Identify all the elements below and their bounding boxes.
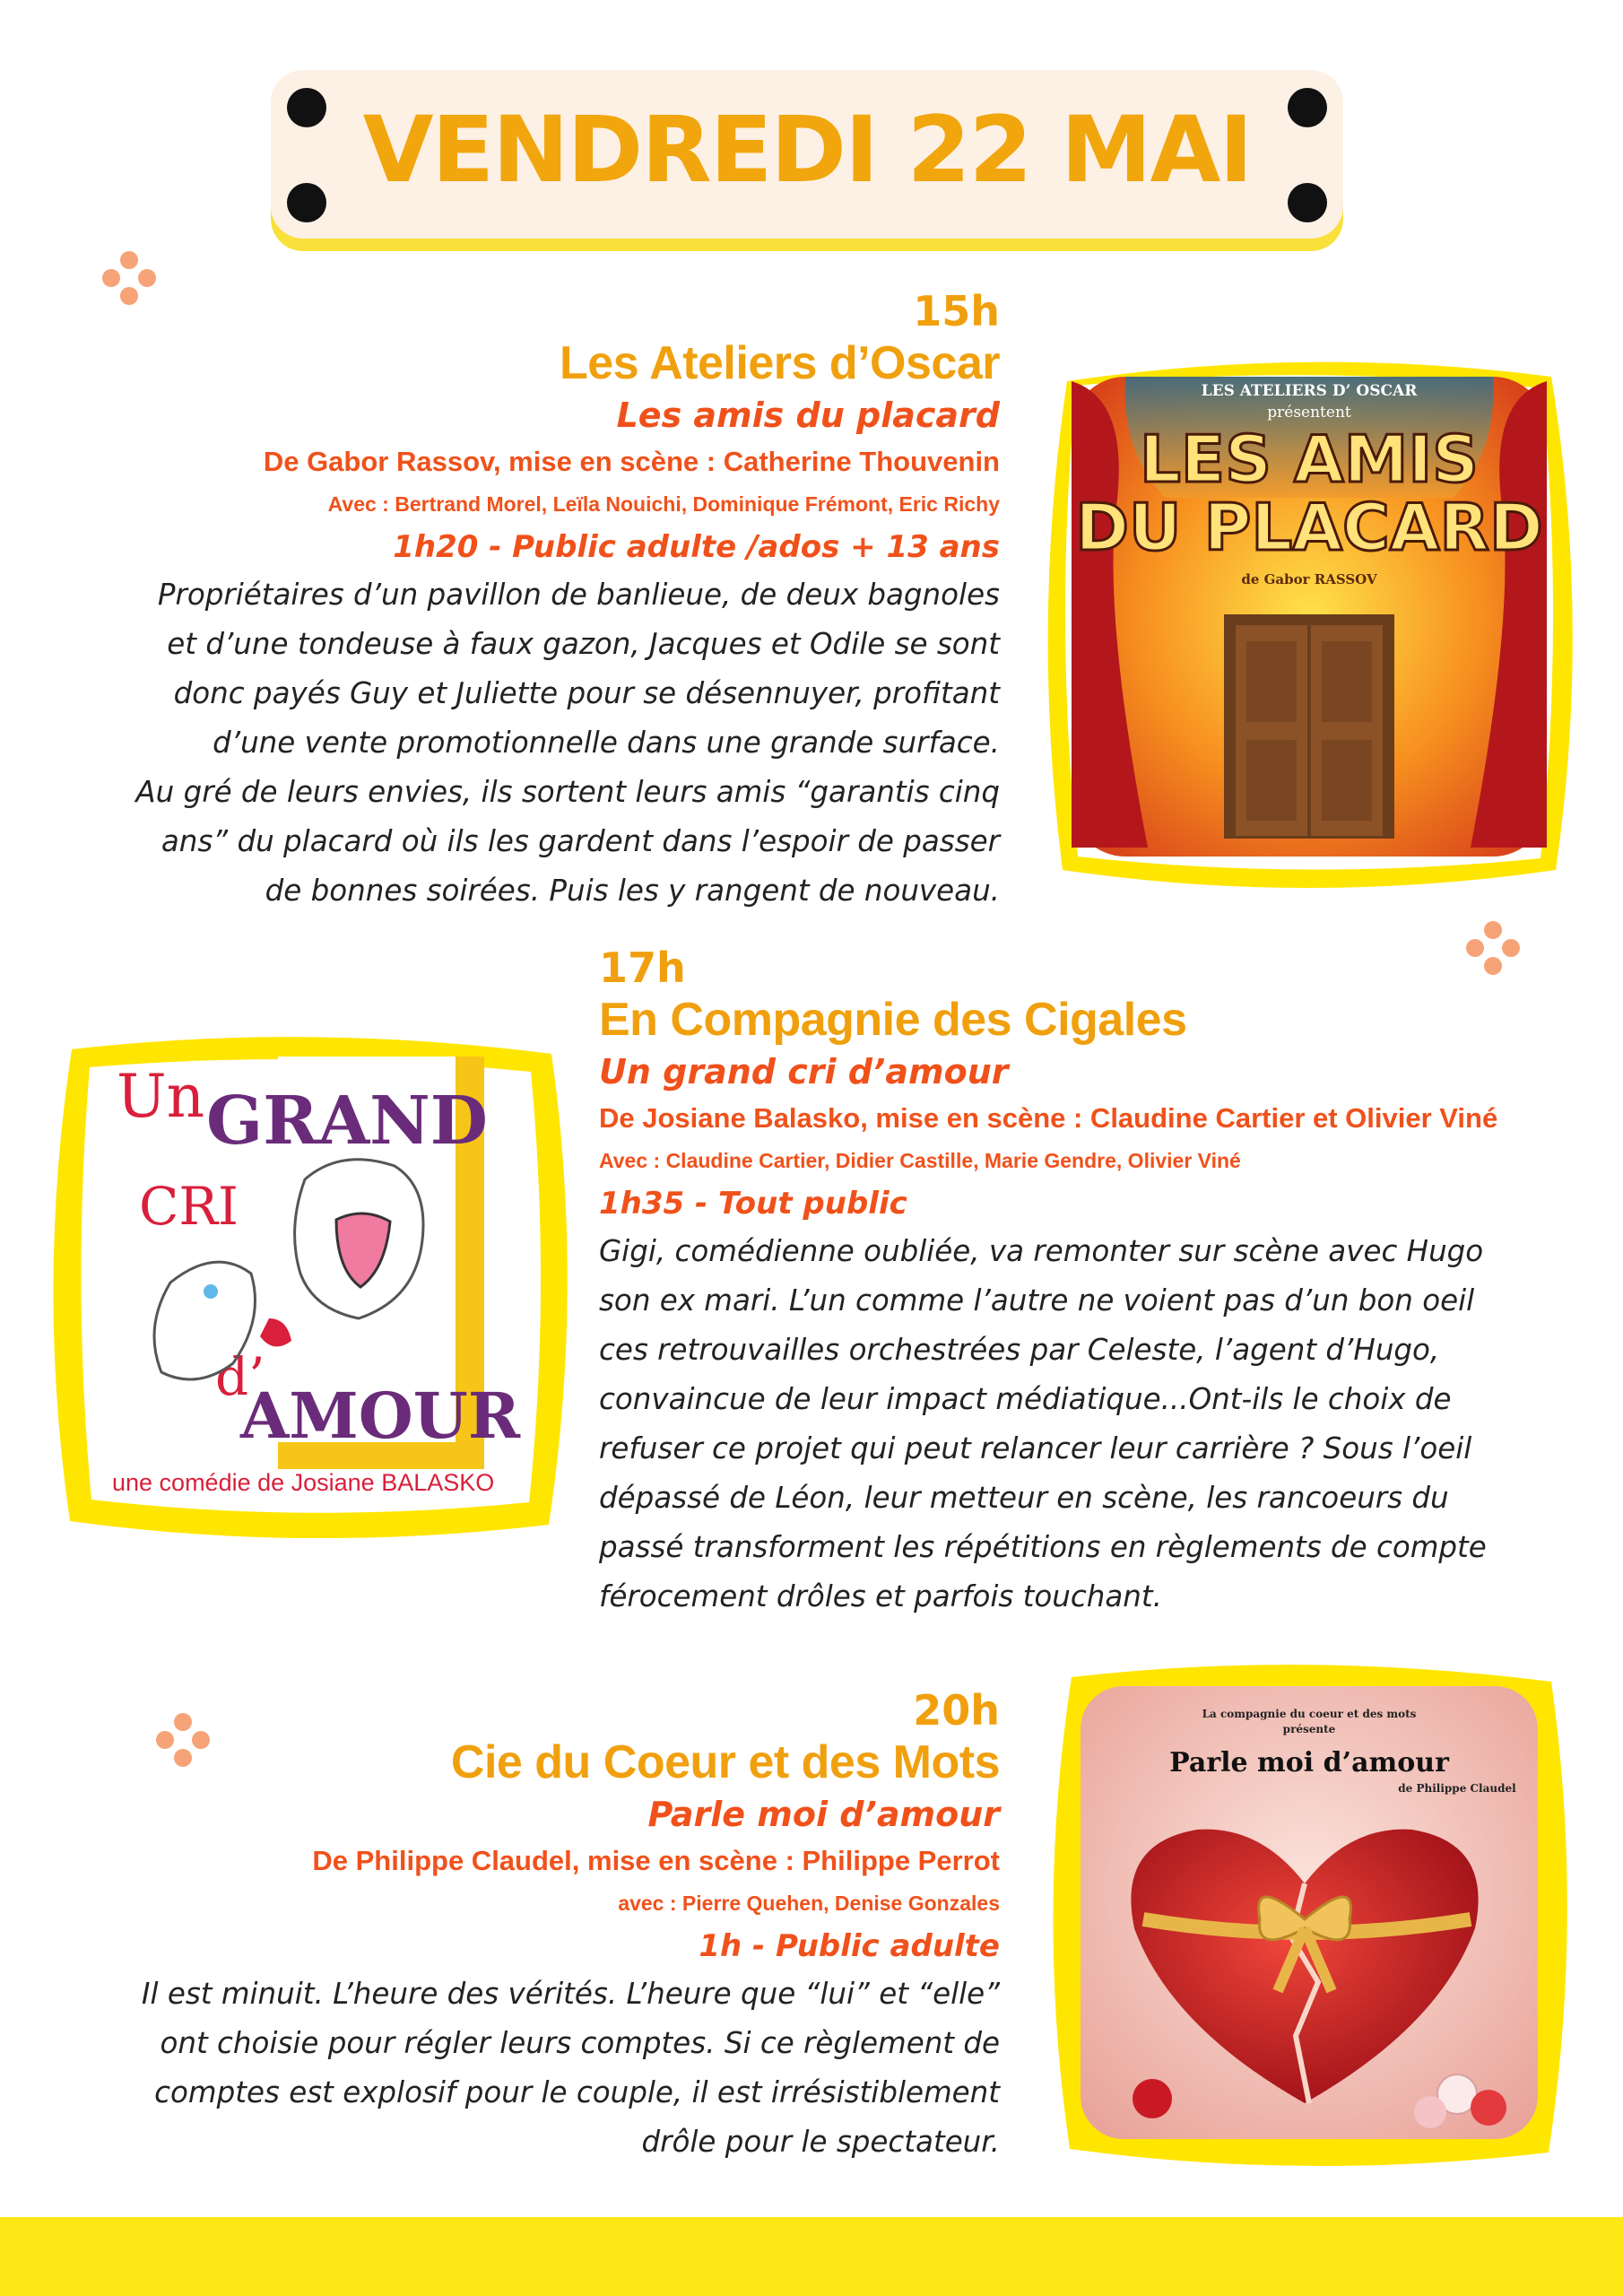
event-20h — [27, 1686, 1000, 2167]
svg-text:LES AMIS: LES AMIS — [1140, 422, 1479, 497]
svg-text:présentent: présentent — [1267, 404, 1351, 422]
poster-parle-moi-d-amour — [1036, 1650, 1583, 2179]
svg-text:La compagnie du coeur et des m: La compagnie du coeur et des mots — [1202, 1708, 1417, 1720]
event-17h — [599, 944, 1612, 1622]
page-title: VENDREDI 22 MAI — [362, 97, 1252, 204]
event-time: 17h — [599, 944, 686, 992]
svg-text:CRI: CRI — [139, 1176, 239, 1237]
svg-text:présente: présente — [1282, 1723, 1336, 1735]
event-credits: De Gabor Rassov, mise en scène : Catherine Thouvenin — [263, 446, 1000, 477]
svg-text:d’: d’ — [215, 1346, 265, 1407]
poster-un-grand-cri-d-amour — [36, 1022, 583, 1552]
event-description: Gigi, comédienne oubliée, va remonter sur scène avec Hugo son ex mari. L’un comme l’autre ne voient pas d’un bon oeil ces retrouvailles orchestrées par Celeste, l’agent d’Hugo, convaincue de leur impact médiatique...Ont-ils le choix de refuser ce projet qui peut relancer leur carrière ? Sous l’oeil dépassé de Léon, leur metteur en scène, les rancoeurs du passé transforment les répétitions en règlements de compte férocement drôles et parfois touchant. — [599, 1234, 1487, 1613]
event-cast: avec : Pierre Quehen, Denise Gonzales — [618, 1892, 1000, 1915]
svg-text:de Philippe Claudel: de Philippe Claudel — [1398, 1782, 1516, 1795]
svg-text:une comédie de Josiane BALASKO: une comédie de Josiane BALASKO — [112, 1469, 495, 1496]
event-show-title: Un grand cri d’amour — [599, 1052, 1009, 1091]
event-time: 20h — [913, 1686, 1000, 1735]
svg-text:LES ATELIERS D’ OSCAR: LES ATELIERS D’ OSCAR — [1201, 382, 1418, 400]
svg-text:AMOUR: AMOUR — [240, 1378, 520, 1453]
event-duration: 1h - Public adulte — [699, 1928, 1000, 1964]
event-credits: De Philippe Claudel, mise en scène : Philippe Perrot — [312, 1845, 1000, 1876]
svg-text:Un: Un — [117, 1062, 205, 1131]
event-description: Il est minuit. L’heure des vérités. L’heure que “lui” et “elle” ont choisie pour régler leurs comptes. Si ce règlement de comptes est explosif pour le couple, il est irrésistiblement drôle pour le spectateur. — [141, 1977, 1000, 2159]
event-description: Propriétaires d’un pavillon de banlieue, de deux bagnoles et d’une tondeuse à faux gazon, Jacques et Odile se sont donc payés Guy et Juliette pour se désennuyer, profitant d’une vente promotionnelle dans une grande surface. Au gré de leurs envies, ils sortent leurs amis “garantis cinq ans” du placard où ils les gardent dans l’espoir de passer de bonnes soirées. Puis les y rangent de nouveau. — [135, 578, 1000, 908]
event-15h — [27, 287, 1000, 916]
event-show-title: Les amis du placard — [616, 396, 1000, 435]
footer-band — [0, 2217, 1623, 2296]
event-time: 15h — [913, 287, 1000, 335]
event-troupe: Cie du Coeur et des Mots — [450, 1736, 1000, 1788]
event-show-title: Parle moi d’amour — [647, 1795, 1000, 1834]
svg-text:DU PLACARD: DU PLACARD — [1075, 490, 1543, 565]
date-banner — [271, 70, 1343, 239]
poster-les-amis-du-placard — [1031, 345, 1587, 901]
svg-text:Parle moi d’amour: Parle moi d’amour — [1169, 1747, 1449, 1779]
event-troupe: Les Ateliers d’Oscar — [560, 337, 1000, 389]
event-cast: Avec : Bertrand Morel, Leïla Nouichi, Dominique Frémont, Eric Richy — [327, 492, 1000, 516]
svg-text:de Gabor RASSOV: de Gabor RASSOV — [1241, 571, 1377, 587]
svg-text:GRAND: GRAND — [206, 1083, 488, 1160]
event-credits: De Josiane Balasko, mise en scène : Claudine Cartier et Olivier Viné — [599, 1102, 1498, 1134]
event-duration: 1h35 - Tout public — [599, 1186, 907, 1222]
event-troupe: En Compagnie des Cigales — [599, 994, 1187, 1046]
event-duration: 1h20 - Public adulte /ados + 13 ans — [393, 529, 1000, 565]
event-cast: Avec : Claudine Cartier, Didier Castille, Marie Gendre, Olivier Viné — [599, 1149, 1241, 1172]
